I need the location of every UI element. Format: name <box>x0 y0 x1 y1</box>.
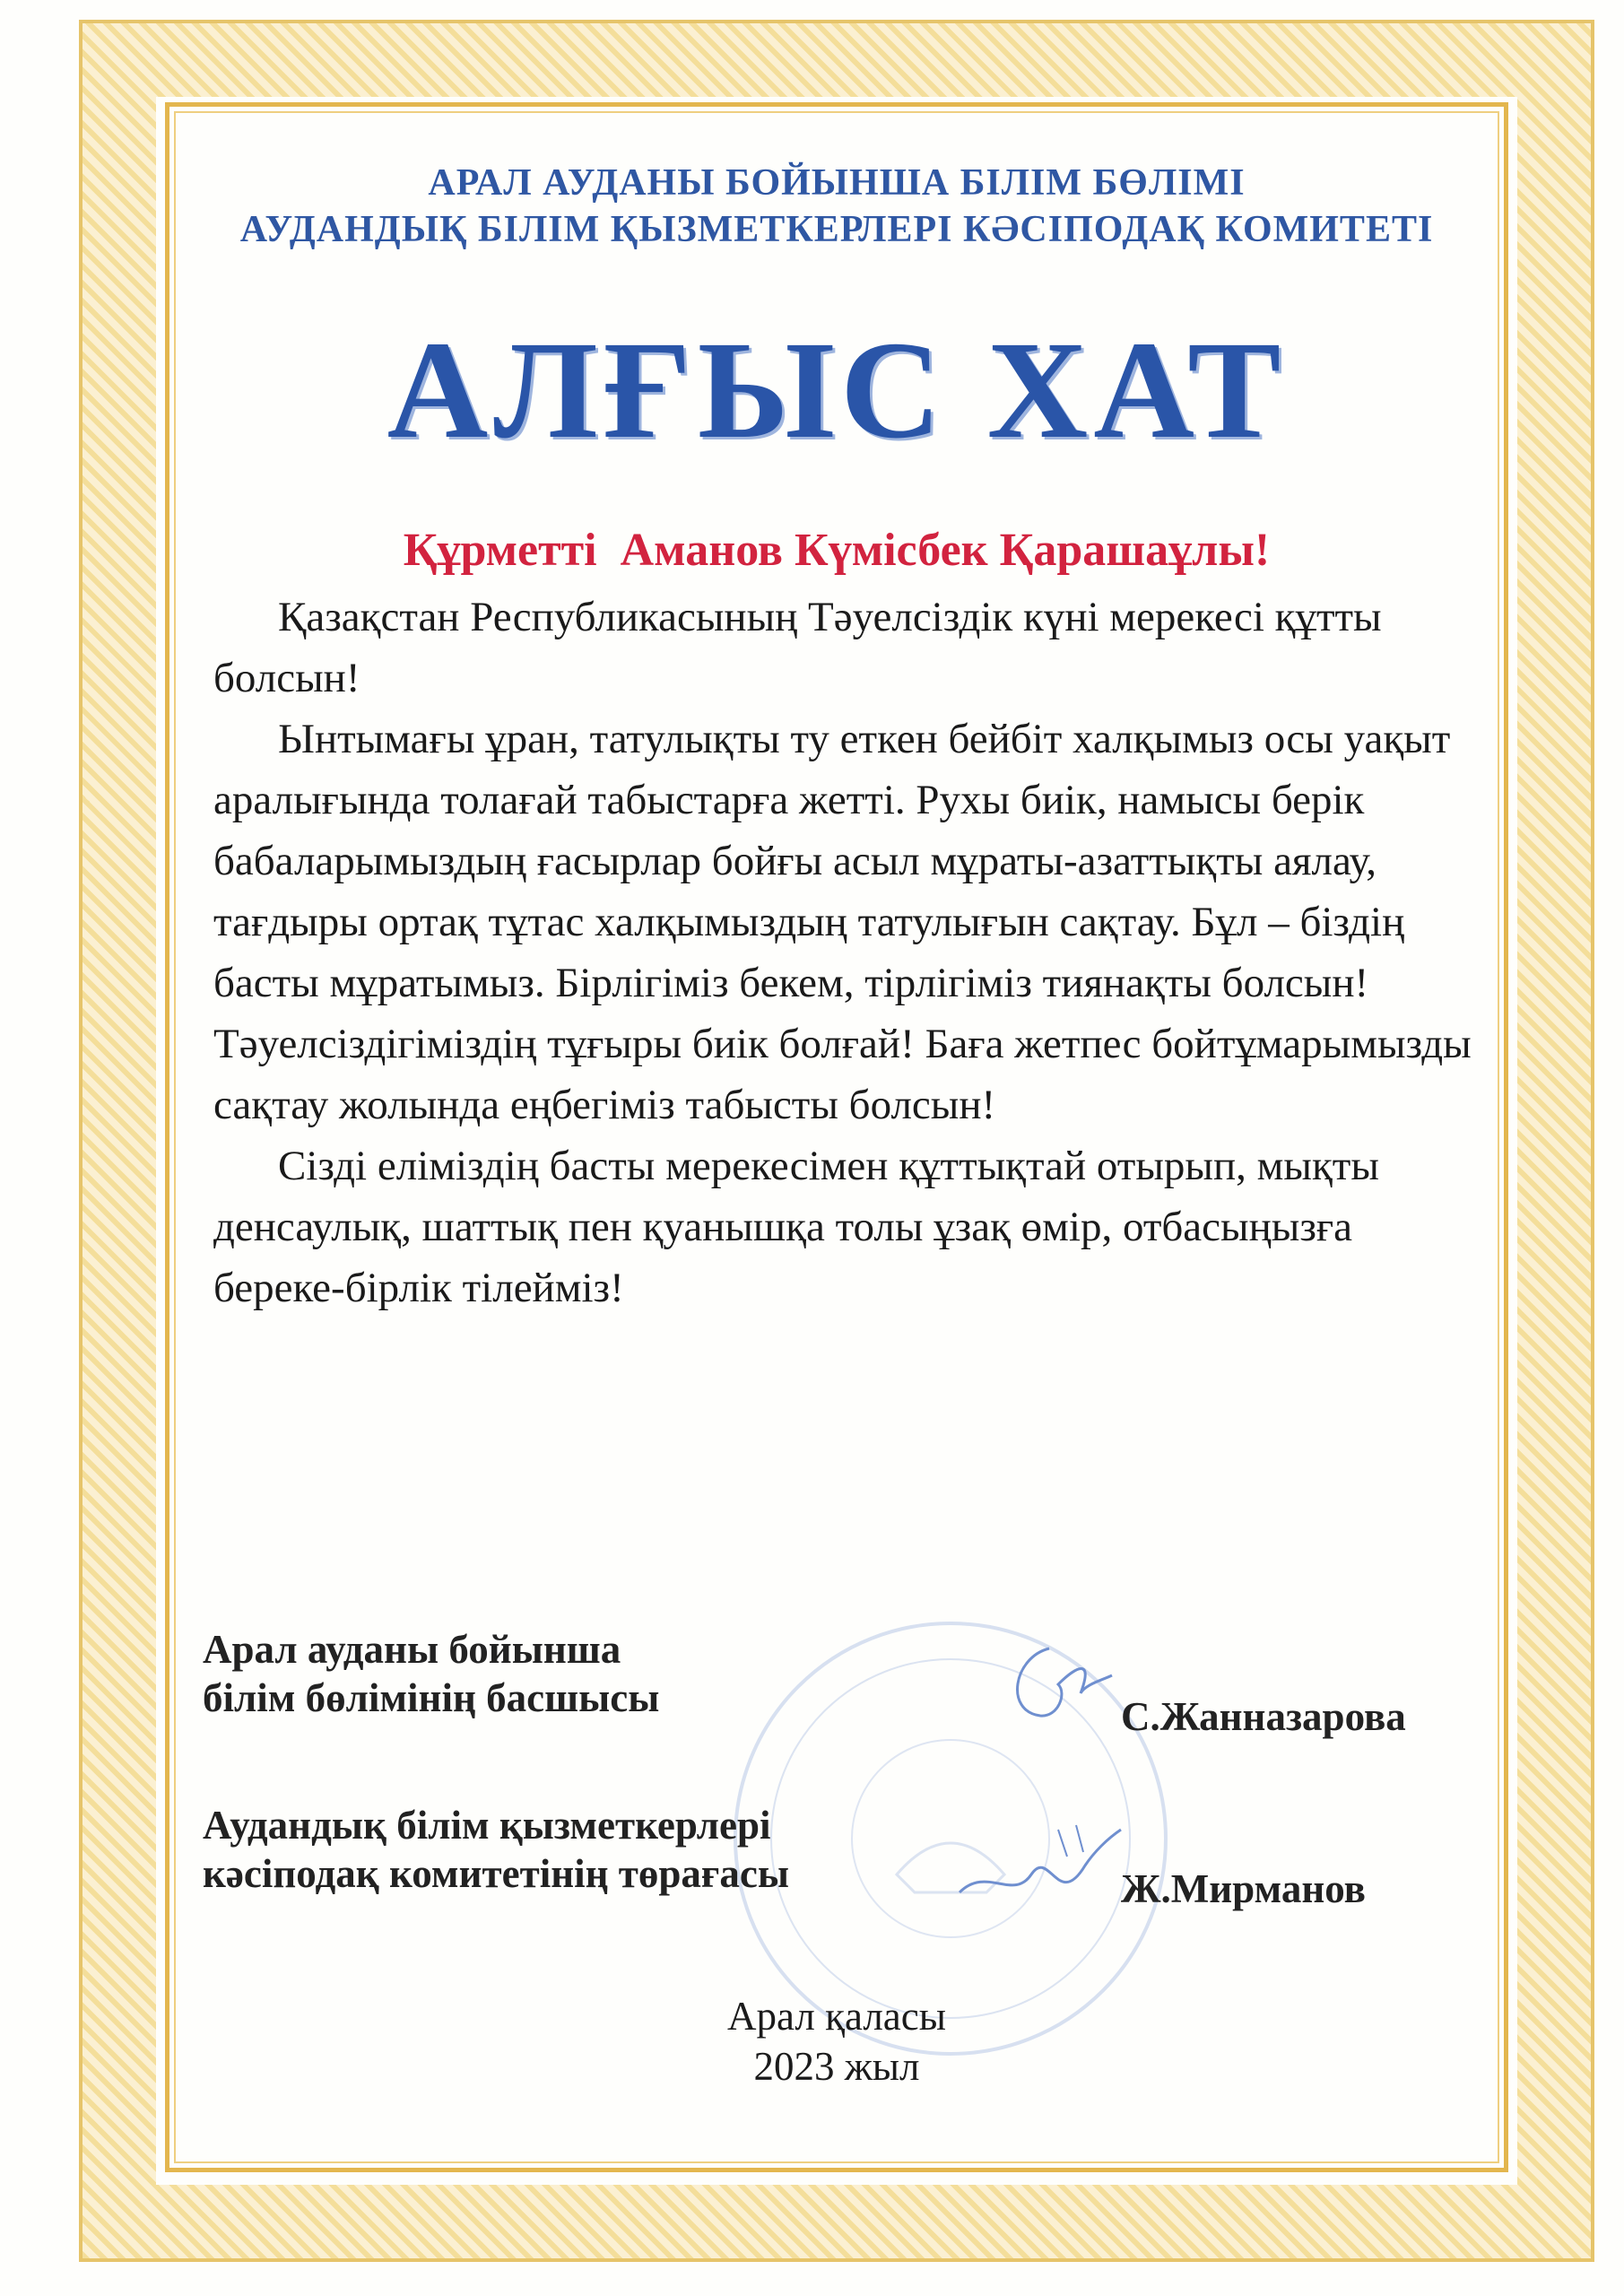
signatory-1-position <box>203 1625 659 1722</box>
body-paragraph-3: Сізді еліміздің басты мерекесімен құттықтай отырып, мықты денсаулық, шаттық пен қуанышқа толы ұзақ өмір, отбасыңызға береке-бірлік тілейміз! <box>213 1143 1379 1311</box>
footer-place: Арал қаласы <box>727 1994 946 2039</box>
letter-body <box>213 587 1487 1318</box>
body-paragraph-1: Қазақстан Республикасының Тәуелсіздік күні мерекесі құтты болсын! <box>213 594 1382 701</box>
signatory-2-position-line-1: Аудандық білім қызметкерлері <box>203 1803 771 1848</box>
signatory-1-position-line-1: Арал ауданы бойынша <box>203 1627 621 1672</box>
footer-year: 2023 жыл <box>753 2044 920 2089</box>
signature-1 <box>995 1631 1130 1747</box>
header-line-1: АРАЛ АУДАНЫ БОЙЫНША БІЛІМ БӨЛІМІ <box>428 162 1246 204</box>
signatory-1-position-line-2: білім бөлімінің басшысы <box>203 1675 660 1720</box>
document-title: АЛҒЫС ХАТ <box>386 312 1287 467</box>
signatory-2-position-line-2: кәсіподақ комитетінің төрағасы <box>203 1851 789 1896</box>
greeting: Құрметті Аманов Күмісбек Қарашаұлы! <box>403 525 1271 576</box>
body-paragraph-2: Ынтымағы ұран, татулықты ту еткен бейбіт халқымыз осы уақыт аралығында толағай табыстарға жетті. Рухы биік, намысы берік бабаларымыздың ғасырлар бойғы асыл мұраты-азаттықты аялау, тағдыры ортақ тұтас халқымыздың татулығын сақтау. Бұл – біздің басты мұратымыз. Бірлігіміз бекем, тірлігіміз тиянақты болсын! Тәуелсіздігіміздің тұғыры биік болғай! Баға жетпес бойтұмарымызды сақтау жолында еңбегіміз табысты болсын! <box>213 716 1472 1128</box>
header-line-2: АУДАНДЫҚ БІЛІМ ҚЫЗМЕТКЕРЛЕРІ КӘСІПОДАҚ КОМИТЕТІ <box>239 209 1434 250</box>
signatory-1-name: С.Жанназарова <box>1121 1694 1406 1739</box>
signatory-2-position <box>203 1801 789 1898</box>
signature-2 <box>951 1812 1130 1937</box>
signatory-2-name: Ж.Мирманов <box>1121 1866 1366 1911</box>
